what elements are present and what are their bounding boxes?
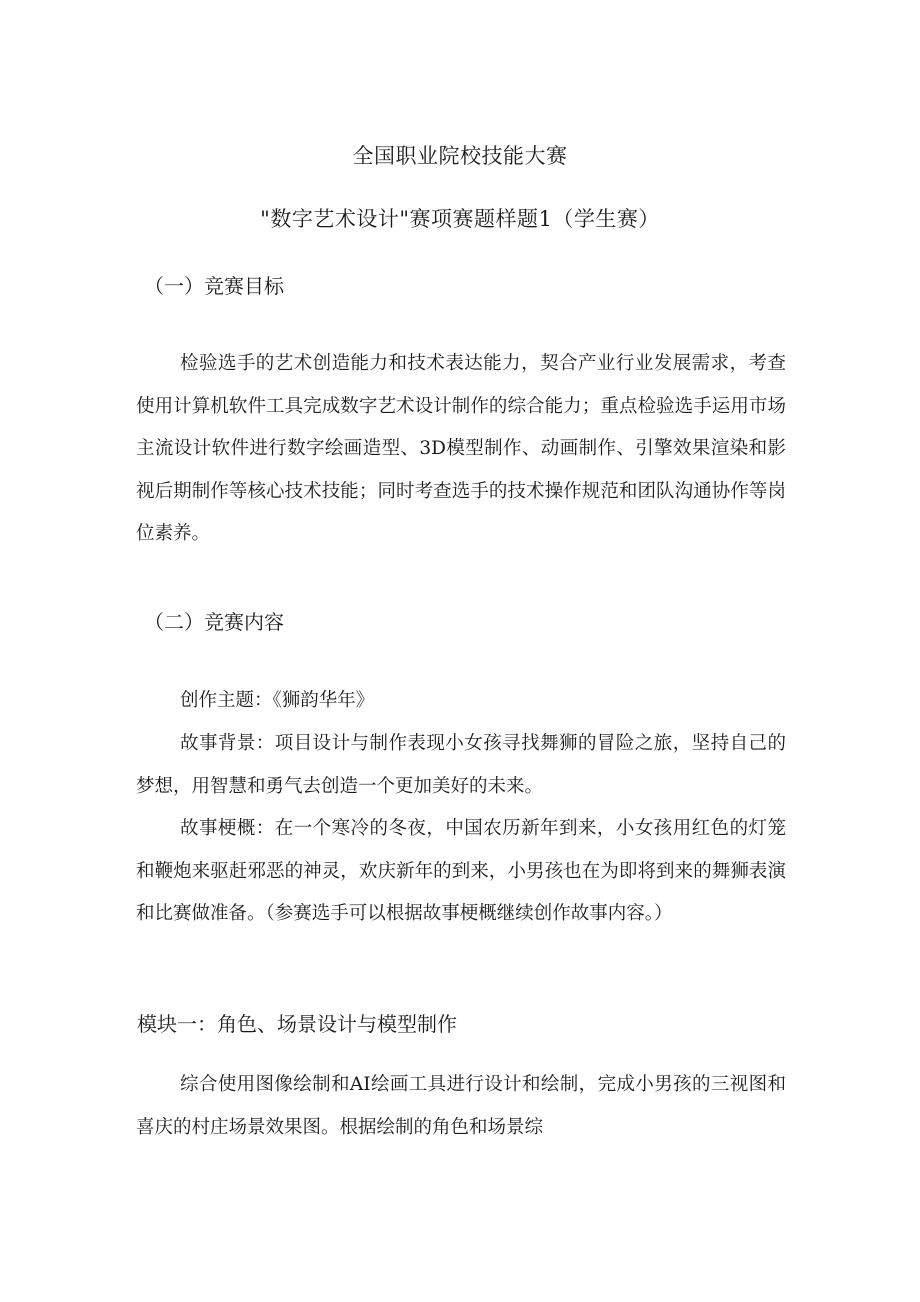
story-background: 故事背景：项目设计与制作表现小女孩寻找舞狮的冒险之旅，坚持自己的梦想，用智慧和勇气去创造一个更加美好的未来。	[136, 733, 786, 797]
creation-theme: 创作主题：《狮韵华年》	[180, 690, 375, 711]
story-outline: 故事梗概：在一个寒冷的冬夜，中国农历新年到来，小女孩用红色的灯笼和鞭炮来驱赶邪恶的神灵，欢庆新年的到来，小男孩也在为即将到来的舞狮表演和比赛做准备。（参赛选手可以根据故事梗概继续创作故事内容。）	[136, 818, 786, 924]
module-heading: 模块一：角色、场景设计与模型制作	[137, 1012, 457, 1036]
document-title: 全国职业院校技能大赛	[352, 144, 568, 168]
module-body: 综合使用图像绘制和AI绘画工具进行设计和绘制，完成小男孩的三视图和喜庆的村庄场景效果图。根据绘制的角色和场景综	[136, 1074, 786, 1138]
document-subtitle: "数字艺术设计"赛项赛题样题1（学生赛）	[260, 207, 660, 231]
section-body-goals: 检验选手的艺术创造能力和技术表达能力，契合产业行业发展需求，考查使用计算机软件工具完成数字艺术设计制作的综合能力；重点检验选手运用市场主流设计软件进行数字绘画造型、3D模型制作、动画制作、引擎效果渲染和影视后期制作等核心技术技能；同时考查选手的技术操作规范和团队沟通协作等岗位素养。	[136, 353, 786, 544]
section-heading-goals: （一）竞赛目标	[144, 274, 284, 298]
section-heading-content: （二）竞赛内容	[144, 610, 284, 634]
